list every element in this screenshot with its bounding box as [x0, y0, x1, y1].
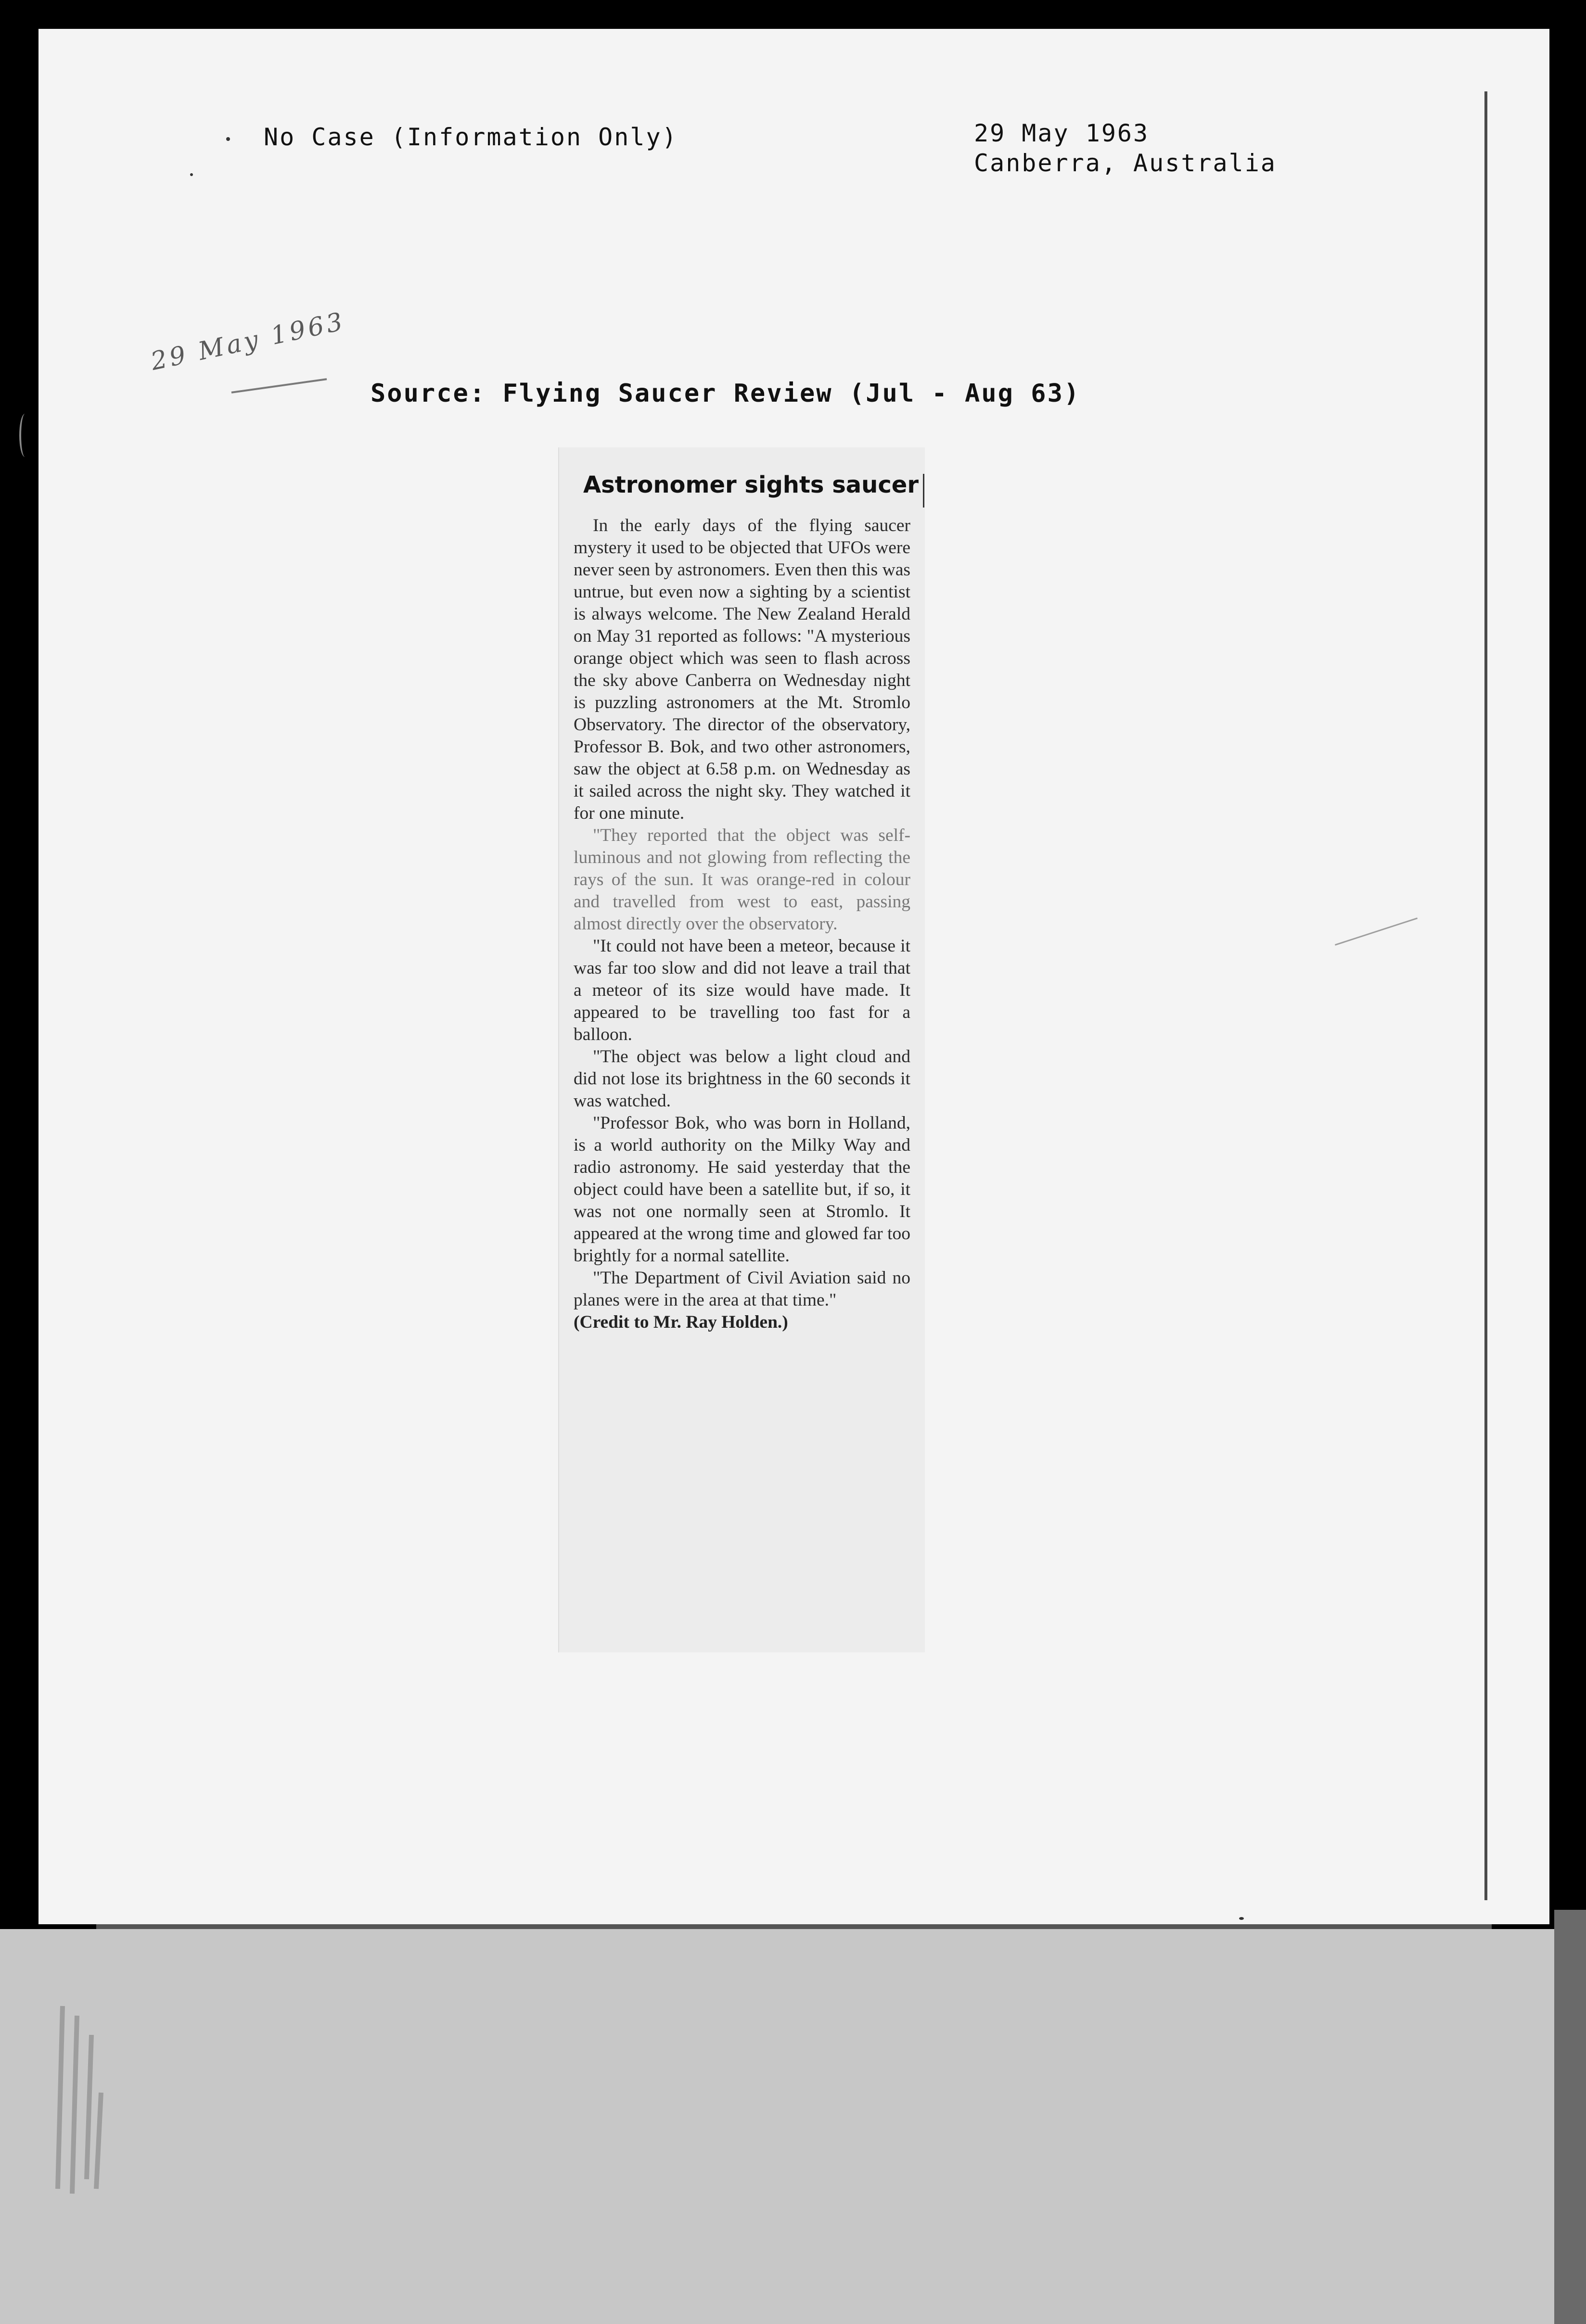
page-edge-shadow [1484, 91, 1487, 1900]
clipping-credit: (Credit to Mr. Ray Holden.) [574, 1312, 788, 1332]
frame-edge-shadow [1554, 1910, 1586, 2324]
smudge-mark [43, 1996, 120, 2198]
clipping-paragraph: "They reported that the object was self-luminous and not glowing from reflecting the rays of the sun. It was orange-red in colour and travelled from west to east, passing almost directly over the observatory. [574, 825, 910, 934]
dust-speck [190, 173, 193, 176]
clipping-edge-mark [923, 474, 924, 508]
clipping-paragraph: In the early days of the flying saucer mystery it used to be objected that UFOs were never seen by astronomers. Even then this was untrue, but even now a sighting by a scientist is always welcome. The New Zealand Herald on May 31 reported as follows: "A mysterious orange object which was seen to flash across the sky above Canberra on Wednesday night is puzzling astronomers at the Mt. Stromlo Observatory. The director of the observatory, Professor B. Bok, and two other astronomers, saw the object at 6.58 p.m. on Wednesday as it sailed across the night sky. They watched it for one minute. [574, 516, 910, 823]
clipping-paragraph: "Professor Bok, who was born in Holland, is a world authority on the Milky Way and radio astronomy. He said yesterday that the object could have been a satellite but, if so, it was not one normally seen at Stromlo. It appeared at the wrong time and glowed far too brightly for a normal satellite. [574, 1113, 910, 1266]
report-location: Canberra, Australia [974, 149, 1277, 177]
clipping-headline: Astronomer sights saucer [583, 471, 919, 498]
clipping-paragraph: "The object was below a light cloud and did not lose its brightness in the 60 seconds it was watched. [574, 1047, 910, 1111]
clipping-body [574, 515, 910, 1333]
case-status: No Case (Information Only) [264, 123, 678, 151]
newspaper-clipping [558, 447, 925, 1652]
scan-artifact-bracket [19, 414, 31, 457]
next-frame-area [0, 1929, 1586, 2324]
source-citation: Source: Flying Saucer Review (Jul - Aug 63) [371, 379, 1081, 408]
handwritten-date-note: 29 May 1963 [148, 306, 348, 377]
report-date: 29 May 1963 [974, 119, 1150, 147]
dust-speck [226, 137, 230, 141]
clipping-paragraph: "It could not have been a meteor, because it was far too slow and did not leave a trail that a meteor of its size would have made. It appeared to be travelling too fast for a balloon. [574, 936, 910, 1044]
dust-speck [1239, 1917, 1244, 1920]
clipping-paragraph: "The Department of Civil Aviation said no planes were in the area at that time." [574, 1268, 910, 1310]
